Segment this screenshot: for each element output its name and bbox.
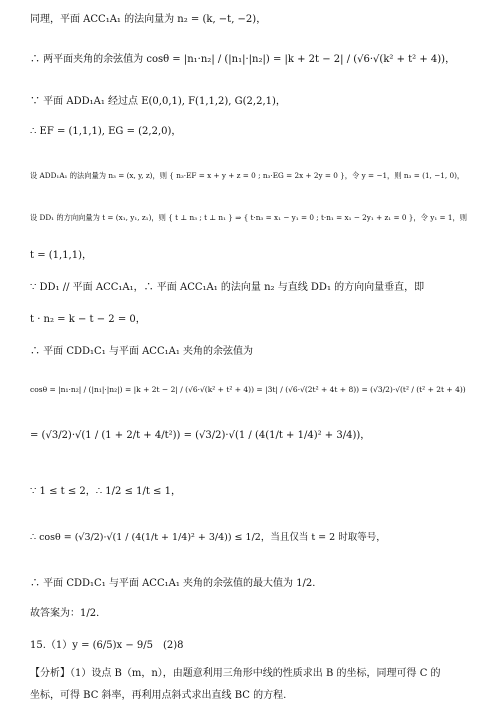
- line-15: ∴ 平面 CDD₁C₁ 与平面 ACC₁A₁ 夹角的余弦值的最大值为 1/2．: [30, 578, 323, 589]
- line-16: 故答案为：1/2．: [30, 608, 107, 619]
- line-4: ∴ EF = (1,1,1), EG = (2,2,0)，: [30, 126, 182, 137]
- line-19: 坐标，可得 BC 斜率，再利用点斜式求出直线 BC 的方程.: [30, 690, 287, 701]
- line-10: ∴ 平面 CDD₁C₁ 与平面 ACC₁A₁ 夹角的余弦值为: [30, 346, 254, 357]
- line-8: ∵ DD₁ // 平面 ACC₁A₁，∴ 平面 ACC₁A₁ 的法向量 n₂ 与直线 DD₁ 的方向向量垂直，即: [30, 282, 425, 293]
- line-18: 【分析】（1）设点 B（m，n），由题意利用三角形中线的性质求出 B 的坐标，同理可得 C 的: [30, 668, 441, 679]
- line-5: 设 ADD₁A₁ 的法向量为 n₃ = (x, y, z)，则 { n₃·EF = x + y + z = 0 ; n₃·EG = 2x + 2y = 0 }，令 y = −1，则 n₃ = (1, −1, 0)，: [30, 171, 465, 180]
- line-14: ∴ cosθ = (√3/2)·√(1 / (4(1/t + 1/4)² + 3/4)) ≤ 1/2，当且仅当 t = 2 时取等号，: [30, 532, 386, 543]
- line-7: t = (1,1,1)，: [30, 250, 93, 261]
- line-17: 15.（1）y = (6/5)x − 9/5 (2)8: [30, 640, 184, 651]
- line-9: t · n₂ = k − t − 2 = 0，: [30, 314, 146, 325]
- line-11: cosθ = |n₁·n₂| / (|n₁|·|n₂|) = |k + 2t − 2| / (√6·√(k² + t² + 4)) = |3t| / (√6·√(2t² + 4t + 8)) = (√3/2)·√(t² / (t² + 2t + 4)): [30, 385, 466, 394]
- line-6: 设 DD₁ 的方向向量为 t = (x₁, y₁, z₁)，则 { t ⊥ n₃ ; t ⊥ n₁ } ⇒ { t·n₃ = x₁ − y₁ = 0 ; t·n₁ = x₁ − 2y₁ + z₁ = 0 }，令 y₁ = 1，则: [30, 213, 468, 222]
- line-1: 同理，平面 ACC₁A₁ 的法向量为 n₂ = (k, −t, −2)，: [30, 14, 267, 25]
- line-13: ∵ 1 ≤ t ≤ 2，∴ 1/2 ≤ 1/t ≤ 1，: [30, 486, 181, 497]
- line-2: ∴ 两平面夹角的余弦值为 cosθ = |n₁·n₂| / (|n₁|·|n₂|) = |k + 2t − 2| / (√6·√(k² + t² + 4))，: [30, 54, 456, 65]
- line-12: = (√3/2)·√(1 / (1 + 2/t + 4/t²)) = (√3/2)·√(1 / (4(1/t + 1/4)² + 3/4))，: [30, 430, 371, 441]
- line-3: ∵ 平面 ADD₁A₁ 经过点 E(0,0,1), F(1,1,2), G(2,2,1)，: [30, 96, 286, 107]
